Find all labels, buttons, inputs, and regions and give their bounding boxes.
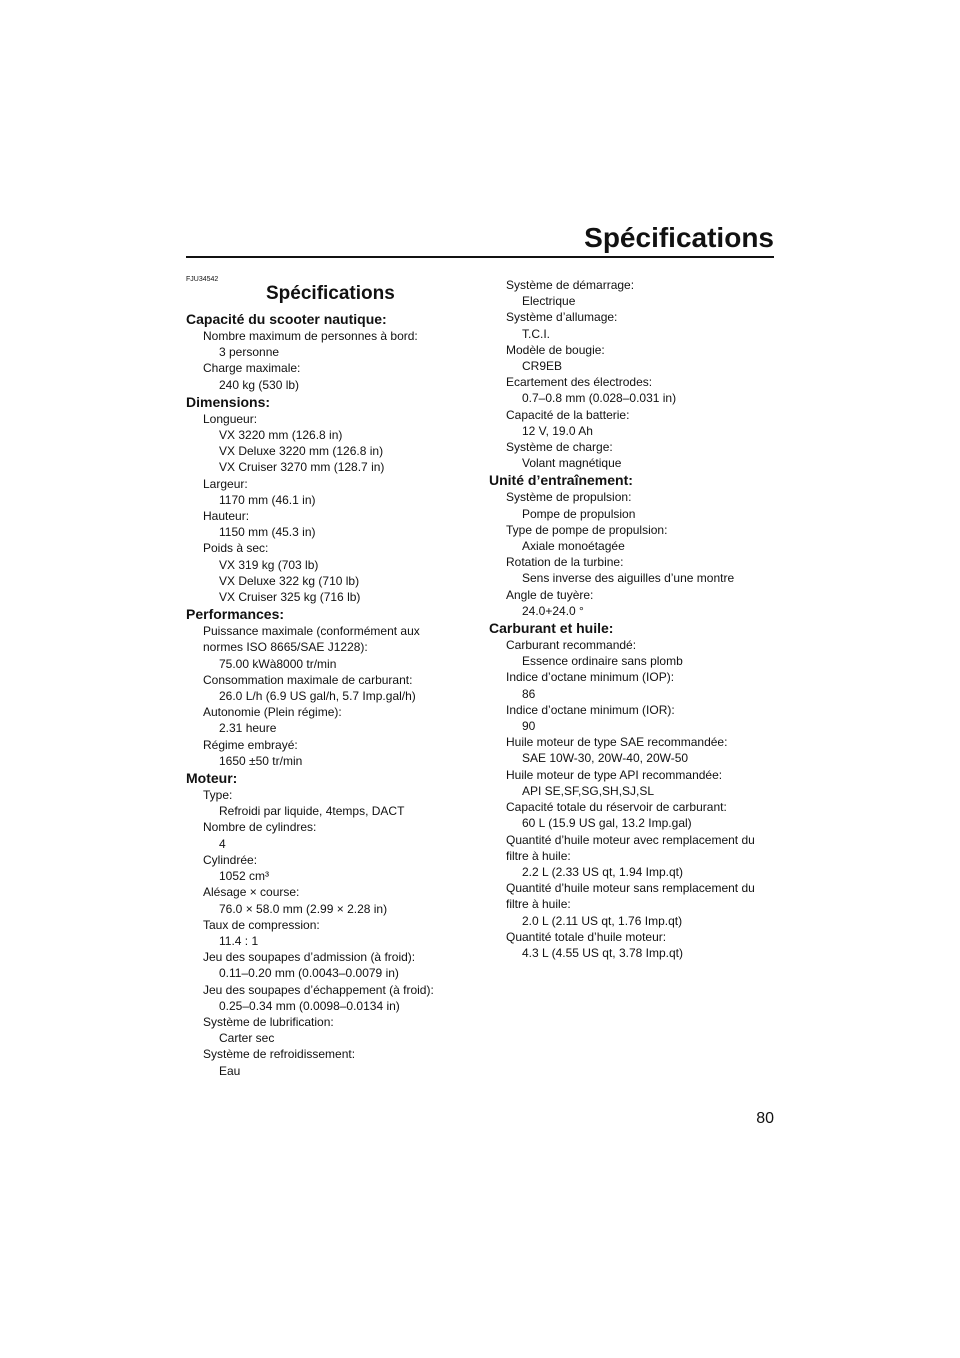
spec-value: 90 — [522, 719, 536, 734]
spec-label: filtre à huile: — [506, 897, 571, 912]
spec-label: Longueur: — [203, 411, 258, 426]
spec-label: Système d’allumage: — [506, 310, 618, 325]
section-title: Moteur: — [186, 770, 238, 787]
spec-label: Système de charge: — [506, 440, 613, 455]
spec-label: Type de pompe de propulsion: — [506, 522, 668, 537]
header-rule — [186, 256, 774, 258]
spec-label: Largeur: — [203, 476, 248, 491]
spec-value: 2.0 L (2.11 US qt, 1.76 Imp.qt) — [522, 913, 683, 928]
spec-section — [186, 605, 476, 769]
spec-value: T.C.I. — [522, 326, 551, 341]
spec-label: Type: — [203, 788, 233, 803]
spec-section — [489, 471, 779, 619]
spec-label: Rotation de la turbine: — [506, 555, 624, 570]
spec-label: Cylindrée: — [203, 852, 258, 867]
spec-value: 86 — [522, 686, 536, 701]
spec-value: CR9EB — [522, 359, 563, 374]
section-title: Capacité du scooter nautique: — [186, 311, 387, 327]
spec-value: Sens inverse des aiguilles d’une montre — [522, 571, 735, 586]
page-number: 80 — [756, 1110, 774, 1127]
spec-label: Huile moteur de type SAE recommandée: — [506, 735, 728, 750]
section-title: Unité d’entraînement: — [489, 472, 633, 489]
spec-value: 2.2 L (2.33 US qt, 1.94 Imp.qt) — [522, 864, 683, 879]
spec-label: Système de propulsion: — [506, 490, 632, 505]
page-header-title: Spécifications — [584, 222, 774, 253]
spec-label: Jeu des soupapes d’échappement (à froid): — [203, 982, 434, 997]
spec-label: Système de démarrage: — [506, 278, 635, 292]
spec-value: 0.25–0.34 mm (0.0098–0.0134 in) — [219, 998, 400, 1013]
spec-section — [489, 277, 779, 471]
spec-label: Hauteur: — [203, 509, 250, 524]
spec-value: VX Cruiser 325 kg (716 lb) — [219, 590, 361, 605]
left-column-content — [186, 310, 476, 1079]
spec-label: Carburant recommandé: — [506, 638, 637, 653]
spec-label: filtre à huile: — [506, 848, 571, 863]
spec-section — [186, 393, 476, 605]
spec-value: 0.7–0.8 mm (0.028–0.031 in) — [522, 391, 677, 406]
spec-label: Quantité d’huile moteur sans remplacement du — [506, 881, 755, 896]
spec-value: 1052 cm³ — [219, 869, 270, 884]
section-title: Carburant et huile: — [489, 620, 614, 637]
spec-value: VX Cruiser 3270 mm (128.7 in) — [219, 460, 385, 475]
spec-value: Pompe de propulsion — [522, 506, 636, 521]
spec-value: 26.0 L/h (6.9 US gal/h, 5.7 Imp.gal/h) — [219, 689, 416, 704]
spec-label: Capacité totale du réservoir de carburant: — [506, 800, 727, 815]
spec-value: SAE 10W-30, 20W-40, 20W-50 — [522, 751, 689, 766]
spec-value: Refroidi par liquide, 4temps, DACT — [219, 804, 405, 819]
spec-value: 1650 ±50 tr/min — [219, 753, 303, 768]
spec-label: Angle de tuyère: — [506, 587, 594, 602]
spec-value: 0.11–0.20 mm (0.0043–0.0079 in) — [219, 966, 399, 981]
spec-value: 75.00 kWà8000 tr/min — [219, 656, 337, 671]
spec-value: 4.3 L (4.55 US qt, 3.78 Imp.qt) — [522, 945, 683, 960]
spec-value: VX 3220 mm (126.8 in) — [219, 428, 343, 443]
main-title: Spécifications — [266, 283, 395, 304]
spec-value: API SE,SF,SG,SH,SJ,SL — [522, 783, 655, 798]
spec-label: Autonomie (Plein régime): — [203, 705, 342, 720]
spec-label: Quantité totale d’huile moteur: — [506, 929, 667, 944]
spec-value: Carter sec — [219, 1031, 275, 1046]
spec-label: Capacité de la batterie: — [506, 407, 630, 422]
spec-label: Système de refroidissement: — [203, 1047, 356, 1062]
spec-label: Quantité d’huile moteur avec remplacement du — [506, 832, 755, 847]
spec-section — [186, 769, 476, 1079]
spec-value: 3 personne — [219, 345, 280, 360]
section-title: Performances: — [186, 606, 285, 623]
spec-value: VX Deluxe 3220 mm (126.8 in) — [219, 444, 384, 459]
spec-label: Indice d’octane minimum (IOP): — [506, 670, 675, 685]
spec-value: 11.4 : 1 — [219, 933, 259, 948]
spec-value: 2.31 heure — [219, 721, 277, 736]
spec-label: normes ISO 8665/SAE J1228): — [203, 640, 368, 655]
spec-value: 12 V, 19.0 Ah — [522, 423, 593, 438]
spec-label: Huile moteur de type API recommandée: — [506, 767, 723, 782]
spec-value: Electrique — [522, 294, 576, 309]
spec-label: Puissance maximale (conformément aux — [203, 624, 420, 639]
spec-value: 4 — [219, 836, 226, 851]
section-title: Dimensions: — [186, 393, 271, 410]
spec-label: Système de lubrification: — [203, 1014, 334, 1029]
spec-label: Indice d’octane minimum (IOR): — [506, 702, 675, 717]
spec-value: Volant magnétique — [522, 456, 622, 471]
right-column-content — [489, 277, 779, 961]
spec-value: Eau — [219, 1063, 241, 1078]
spec-value: Axiale monoétagée — [522, 539, 625, 554]
spec-value: Essence ordinaire sans plomb — [522, 654, 683, 669]
spec-section — [489, 619, 779, 961]
spec-value: 76.0 × 58.0 mm (2.99 × 2.28 in) — [219, 901, 388, 916]
spec-value: 24.0+24.0 ° — [522, 603, 584, 618]
spec-value: VX 319 kg (703 lb) — [219, 557, 319, 572]
spec-label: Charge maximale: — [203, 361, 301, 376]
doc-code: FJU34542 — [186, 276, 219, 283]
spec-label: Régime embrayé: — [203, 737, 298, 752]
spec-value: 1150 mm (45.3 in) — [219, 525, 316, 540]
spec-label: Taux de compression: — [203, 917, 320, 932]
spec-section — [186, 310, 476, 393]
spec-label: Ecartement des électrodes: — [506, 375, 653, 390]
spec-label: Nombre maximum de personnes à bord: — [203, 329, 418, 343]
spec-value: 60 L (15.9 US gal, 13.2 Imp.gal) — [522, 816, 692, 831]
spec-value: 1170 mm (46.1 in) — [219, 492, 316, 507]
spec-label: Jeu des soupapes d’admission (à froid): — [203, 950, 416, 965]
spec-label: Poids à sec: — [203, 541, 269, 556]
spec-label: Consommation maximale de carburant: — [203, 672, 413, 687]
spec-label: Nombre de cylindres: — [203, 820, 317, 835]
spec-label: Modèle de bougie: — [506, 342, 605, 357]
spec-label: Alésage × course: — [203, 885, 300, 900]
spec-value: VX Deluxe 322 kg (710 lb) — [219, 573, 360, 588]
spec-value: 240 kg (530 lb) — [219, 377, 300, 392]
